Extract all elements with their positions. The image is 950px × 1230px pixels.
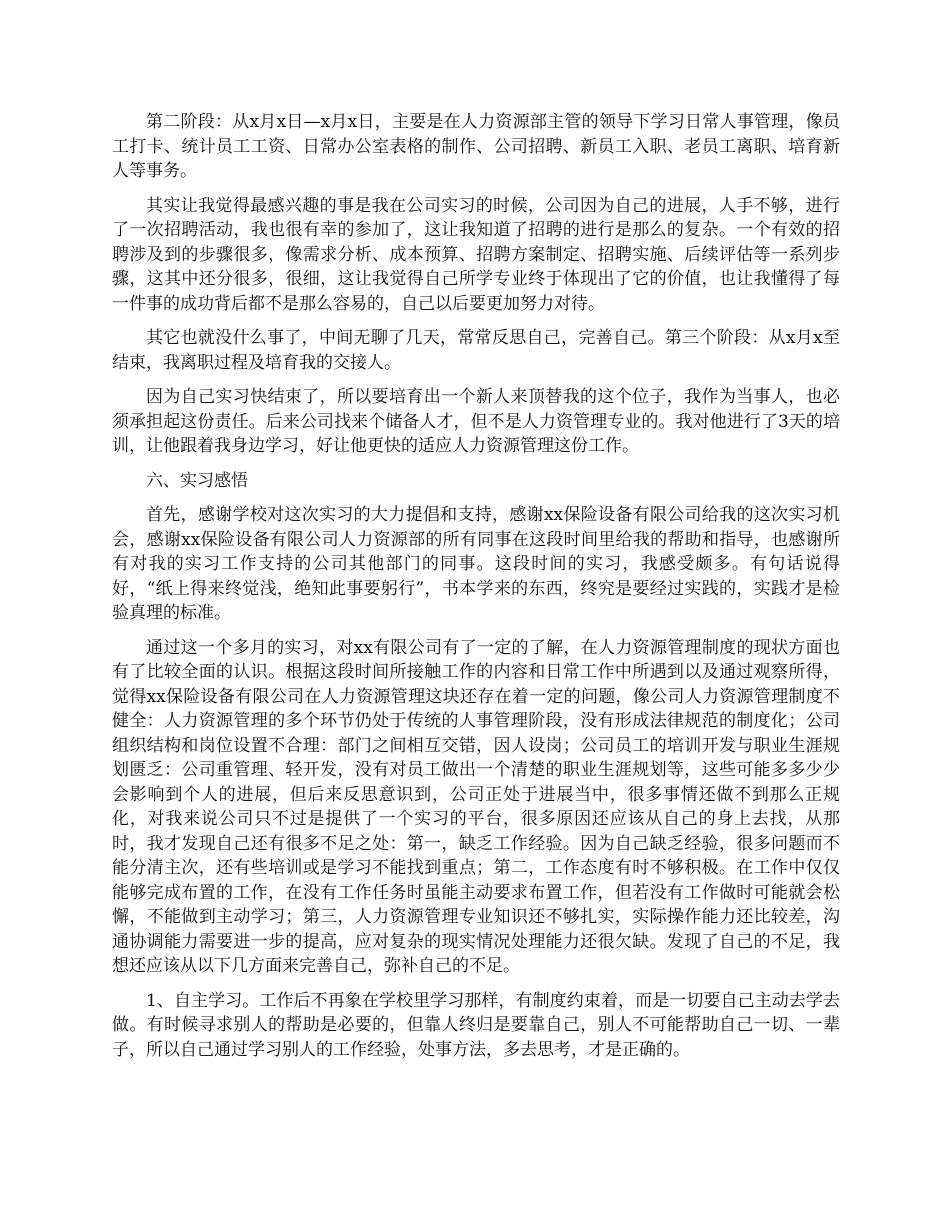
paragraph-observations: 通过这一个多月的实习，对xx有限公司有了一定的了解，在人力资源管理制度的现状方面也有了比较全面的认识。根据这段时间所接触工作的内容和日常工作中所遇到以及通过观察所得，觉得xx保险设备有限公司在人力资源管理这块还存在着一定的问题，像公司人力资源管理制度不健全：人力资源管理的多个环节仍处于传统的人事管理阶段，没有形成法律规范的制度化；公司组织结构和岗位设置不合理：部门之间相互交错，因人设岗；公司员工的培训开发与职业生涯规划匮乏：公司重管理、轻开发，没有对员工做出一个清楚的职业生涯规划等，这些可能多多少少会影响到个人的进展，但后来反思意识到，公司正处于进展当中，很多事情还做不到那么正规化，对我来说公司只不过是提供了一个实习的平台，很多原因还应该从自己的身上去找，从那时，我才发现自己还有很多不足之处：第一，缺乏工作经验。因为自己缺乏经验，很多问题而不能分清主次，还有些培训或是学习不能找到重点；第二，工作态度有时不够积极。在工作中仅仅能够完成布置的工作，在没有工作任务时虽能主动要求布置工作，但若没有工作做时可能就会松懈，不能做到主动学习；第三，人力资源管理专业知识还不够扎实，实际操作能力还比较差，沟通协调能力需要进一步的提高，应对复杂的现实情况处理能力还很欠缺。发现了自己的不足，我想还应该从以下几方面来完善自己，弥补自己的不足。: [112, 637, 840, 976]
document-page: [112, 110, 840, 1072]
paragraph-stage-three: 其它也就没什么事了，中间无聊了几天，常常反思自己，完善自己。第三个阶段：从x月x至结束，我离职过程及培育我的交接人。: [112, 328, 840, 373]
paragraph-thanks: 首先，感谢学校对这次实习的大力提倡和支持，感谢xx保险设备有限公司给我的这次实习机会，感谢xx保险设备有限公司人力资源部的所有同事在这段时间里给我的帮助和指导，也感谢所有对我的实习工作支持的公司其他部门的同事。这段时间的实习，我感受颇多。有句话说得好，“纸上得来终觉浅，绝知此事要躬行”，书本学来的东西，终究是要经过实践的，实践才是检验真理的标准。: [112, 505, 840, 623]
paragraph-stage-two: 第二阶段：从x月x日—x月x日，主要是在人力资源部主管的领导下学习日常人事管理，像员工打卡、统计员工工资、日常办公室表格的制作、公司招聘、新员工入职、老员工离职、培育新人等事务。: [112, 112, 840, 181]
paragraph-recruitment: 其实让我觉得最感兴趣的事是我在公司实习的时候，公司因为自己的进展，人手不够，进行了一次招聘活动，我也很有幸的参加了，这让我知道了招聘的进行是那么的复杂。一个有效的招聘涉及到的步骤很多，像需求分析、成本预算、招聘方案制定、招聘实施、后续评估等一系列步骤，这其中还分很多，很细，这让我觉得自己所学专业终于体现出了它的价值，也让我懂得了每一件事的成功背后都不是那么容易的，自己以后要更加努力对待。: [112, 195, 840, 314]
section-heading-reflections: 六、实习感悟: [146, 470, 248, 491]
paragraph-self-study: 1、自主学习。工作后不再象在学校里学习那样，有制度约束着，而是一切要自己主动去学去做。有时候寻求别人的帮助是必要的，但靠人终归是要靠自己，别人不可能帮助自己一切、一辈子，所以自己通过学习别人的工作经验，处事方法，多去思考，才是正确的。: [112, 990, 840, 1060]
paragraph-handover: 因为自己实习快结束了，所以要培育出一个新人来顶替我的这个位子，我作为当事人，也必须承担起这份责任。后来公司找来个储备人才，但不是人力资管理专业的。我对他进行了3天的培训，让他跟着我身边学习，好让他更快的适应人力资源管理这份工作。: [112, 387, 840, 456]
